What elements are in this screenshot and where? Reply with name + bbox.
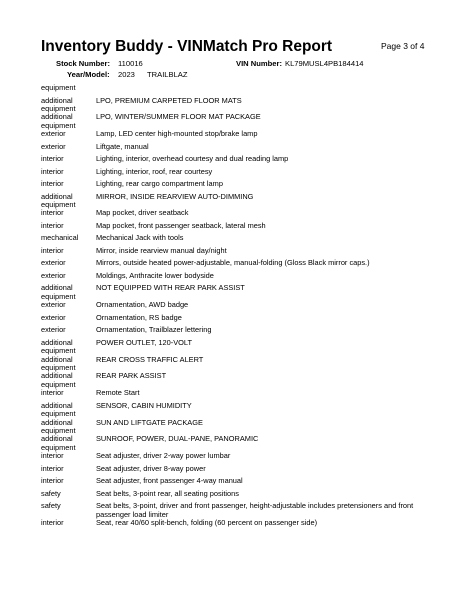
- item-category: additional equipment: [41, 400, 76, 419]
- item-description: Mechanical Jack with tools: [96, 233, 184, 243]
- list-item: [41, 389, 441, 402]
- stock-number-row: [0, 59, 464, 69]
- list-item: [41, 419, 441, 436]
- year-model-label: Year/Model:: [67, 70, 110, 79]
- item-category: additional equipment: [41, 371, 76, 389]
- item-category: additional equipment: [41, 417, 76, 435]
- item-description: Ornamentation, AWD badge: [96, 300, 189, 310]
- list-item: [41, 284, 441, 301]
- item-description: Seat adjuster, driver 8-way power: [96, 463, 206, 473]
- list-item: [41, 477, 441, 490]
- item-category: interior: [41, 451, 64, 461]
- equipment-list: [41, 84, 441, 531]
- item-description: REAR CROSS TRAFFIC ALERT: [96, 354, 204, 364]
- item-category: interior: [41, 179, 64, 189]
- year-model-row: [0, 70, 464, 80]
- item-description: Liftgate, manual: [96, 141, 149, 151]
- item-category: interior: [41, 388, 64, 398]
- vin-number-value: KL79MUSL4PB184414: [285, 59, 364, 68]
- item-category: safety: [41, 488, 61, 498]
- item-description: Seat belts, 3-point rear, all seating positions: [96, 488, 239, 498]
- item-description: Seat belts, 3-point, driver and front passenger, height-adjustable includes pretensioners and front passenger load limiter: [96, 501, 414, 519]
- item-category: interior: [41, 220, 64, 230]
- item-category: additional equipment: [41, 283, 76, 301]
- list-item: [41, 402, 441, 419]
- list-item: [41, 356, 441, 373]
- list-item: [41, 84, 441, 97]
- page-number: Page 3 of 4: [381, 41, 425, 51]
- list-item: [41, 180, 441, 193]
- item-category: additional equipment: [41, 337, 76, 356]
- item-category: additional equipment: [41, 354, 76, 372]
- item-category: exterior: [41, 270, 66, 280]
- list-item: [41, 372, 441, 389]
- report-title: Inventory Buddy - VINMatch Pro Report: [41, 38, 333, 55]
- item-description: Moldings, Anthracite lower bodyside: [96, 270, 214, 280]
- item-description: NOT EQUIPPED WITH REAR PARK ASSIST: [96, 283, 245, 293]
- item-description: Lighting, rear cargo compartment lamp: [96, 179, 223, 189]
- item-description: Ornamentation, Trailblazer lettering: [96, 325, 212, 335]
- item-category: interior: [41, 166, 64, 176]
- item-category: exterior: [41, 325, 66, 335]
- list-item: [41, 339, 441, 356]
- item-category: exterior: [41, 300, 66, 310]
- item-description: REAR PARK ASSIST: [96, 371, 167, 381]
- item-category: additional equipment: [41, 191, 76, 210]
- item-description: LPO, PREMIUM CARPETED FLOOR MATS: [96, 95, 242, 105]
- item-description: Map pocket, driver seatback: [96, 208, 189, 218]
- item-category: mechanical: [41, 233, 79, 243]
- item-description: Map pocket, front passenger seatback, lateral mesh: [96, 220, 266, 230]
- item-category: interior: [41, 463, 64, 473]
- item-description: SENSOR, CABIN HUMIDITY: [96, 400, 192, 410]
- item-category: additional equipment: [41, 112, 76, 130]
- item-description: Lamp, LED center high-mounted stop/brake lamp: [96, 129, 258, 139]
- item-description: SUN AND LIFTGATE PACKAGE: [96, 417, 203, 427]
- item-description: MIRROR, INSIDE REARVIEW AUTO-DIMMING: [96, 191, 254, 201]
- year-value: 2023: [118, 70, 135, 79]
- model-value: TRAILBLAZ: [147, 70, 188, 79]
- item-description: LPO, WINTER/SUMMER FLOOR MAT PACKAGE: [96, 112, 261, 122]
- item-description: Remote Start: [96, 388, 140, 398]
- item-description: Lighting, interior, roof, rear courtesy: [96, 166, 213, 176]
- item-description: Lighting, interior, overhead courtesy and dual reading lamp: [96, 154, 289, 164]
- item-category: exterior: [41, 312, 66, 322]
- item-description: Seat, rear 40/60 split-bench, folding (60 percent on passenger side): [96, 517, 318, 527]
- item-description: POWER OUTLET, 120-VOLT: [96, 337, 192, 347]
- item-category: additional equipment: [41, 95, 76, 113]
- item-description: Seat adjuster, driver 2-way power lumbar: [96, 451, 231, 461]
- stock-number-value: 110016: [118, 59, 143, 68]
- list-item: [41, 193, 441, 210]
- item-category: safety: [41, 501, 61, 511]
- list-item: [41, 435, 441, 452]
- item-category: interior: [41, 476, 64, 486]
- list-item: [41, 113, 441, 130]
- list-item: [41, 97, 441, 114]
- item-description: Mirror, inside rearview manual day/night: [96, 245, 227, 255]
- item-category: exterior: [41, 258, 66, 268]
- item-description: [96, 84, 441, 97]
- item-category: equipment: [41, 83, 76, 92]
- item-category: additional equipment: [41, 434, 76, 452]
- list-item: [41, 155, 441, 168]
- item-category: interior: [41, 517, 64, 527]
- list-item: [41, 301, 441, 314]
- item-category: exterior: [41, 141, 66, 151]
- item-category: interior: [41, 245, 64, 255]
- item-description: Seat adjuster, front passenger 4-way manual: [96, 476, 243, 486]
- item-category: exterior: [41, 129, 66, 139]
- item-description: Ornamentation, RS badge: [96, 312, 182, 322]
- item-description: SUNROOF, POWER, DUAL-PANE, PANORAMIC: [96, 434, 259, 444]
- list-item: [41, 502, 441, 519]
- vin-number-label: VIN Number:: [236, 59, 282, 68]
- item-category: interior: [41, 154, 64, 164]
- list-item: [41, 452, 441, 465]
- item-description: Mirrors, outside heated power-adjustable, manual-folding (Gloss Black mirror caps.): [96, 258, 370, 268]
- stock-number-label: Stock Number:: [56, 59, 111, 68]
- list-item: [41, 326, 441, 339]
- list-item: [41, 519, 441, 532]
- list-item: [41, 130, 441, 143]
- item-category: interior: [41, 208, 64, 218]
